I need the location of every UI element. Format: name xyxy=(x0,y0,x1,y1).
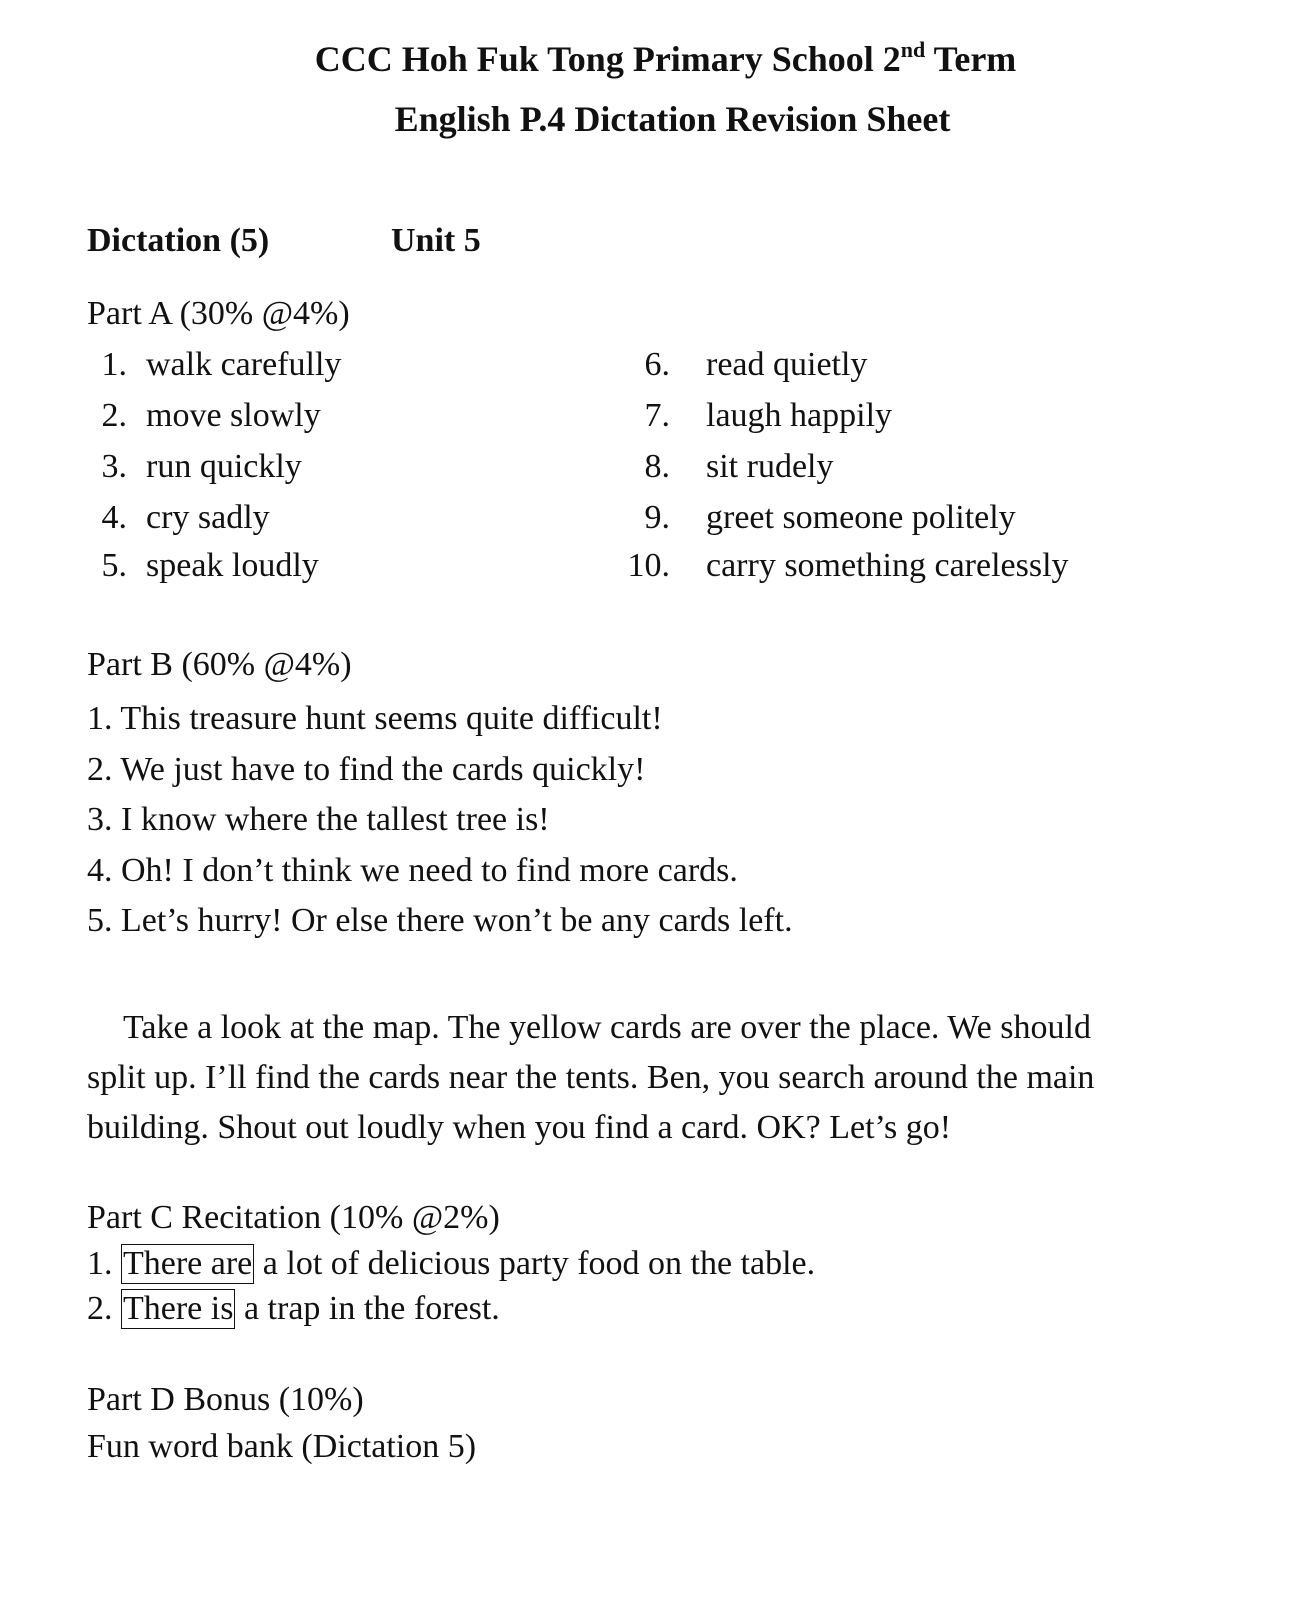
part-a-item-text: laugh happily xyxy=(706,397,893,434)
part-b-sentence: 1. This treasure hunt seems quite difficult! xyxy=(87,700,663,737)
part-c-item-rest: a lot of delicious party food on the table. xyxy=(254,1245,816,1282)
part-b-paragraph xyxy=(87,1003,1167,1153)
part-a-item-number: 6. xyxy=(644,346,670,383)
part-a-item-number: 2. xyxy=(101,397,127,434)
paragraph-line: split up. I’ll find the cards near the tents. Ben, you search around the main xyxy=(87,1059,1095,1096)
part-d-heading: Part D Bonus (10%) xyxy=(87,1381,364,1418)
school-title-main: CCC Hoh Fuk Tong Primary School 2 xyxy=(314,39,901,79)
part-a-item-text: run quickly xyxy=(146,448,302,485)
paragraph-line: building. Shout out loudly when you find a card. OK? Let’s go! xyxy=(87,1109,952,1146)
school-title-term: Term xyxy=(925,39,1017,79)
part-a-item-number: 10. xyxy=(627,547,670,584)
sheet-title: English P.4 Dictation Revision Sheet xyxy=(394,99,951,139)
paragraph-line: Take a look at the map. The yellow cards are over the place. We should xyxy=(123,1009,1091,1046)
part-a-item-text: cry sadly xyxy=(146,499,270,536)
part-a-item-number: 3. xyxy=(101,448,127,485)
part-b-sentence: 3. I know where the tallest tree is! xyxy=(87,801,550,838)
part-a-item-text: read quietly xyxy=(706,346,868,383)
part-a-item-number: 4. xyxy=(101,499,127,536)
part-a-item-text: greet someone politely xyxy=(706,499,1016,536)
dictation-label: Dictation (5) xyxy=(87,222,270,259)
boxed-phrase: There are xyxy=(123,1245,253,1282)
part-b-sentence: 5. Let’s hurry! Or else there won’t be any cards left. xyxy=(87,902,793,939)
part-c-item-number: 2. xyxy=(87,1290,113,1327)
part-c-heading: Part C Recitation (10% @2%) xyxy=(87,1199,500,1236)
part-b-sentence: 4. Oh! I don’t think we need to find more cards. xyxy=(87,852,738,889)
part-a-heading: Part A (30% @4%) xyxy=(87,295,350,332)
part-a-item-number: 5. xyxy=(101,547,127,584)
part-a-item-text: move slowly xyxy=(146,397,321,434)
part-a-item-text: carry something carelessly xyxy=(706,547,1069,584)
school-title-superscript: nd xyxy=(900,37,926,62)
school-title xyxy=(0,39,1289,79)
unit-label: Unit 5 xyxy=(391,222,481,259)
part-a-item-text: sit rudely xyxy=(706,448,834,485)
part-a-item-number: 8. xyxy=(644,448,670,485)
part-c-item xyxy=(87,1244,815,1284)
part-c-item xyxy=(87,1289,500,1329)
part-c-item-rest: a trap in the forest. xyxy=(235,1290,500,1327)
part-a-item-number: 9. xyxy=(644,499,670,536)
part-b-heading: Part B (60% @4%) xyxy=(87,646,352,683)
part-a-item-number: 1. xyxy=(101,346,127,383)
part-a-item-text: walk carefully xyxy=(146,346,342,383)
part-b-sentence: 2. We just have to find the cards quickly! xyxy=(87,751,646,788)
part-a-item-number: 7. xyxy=(644,397,670,434)
part-c-item-number: 1. xyxy=(87,1245,113,1282)
part-a-item-text: speak loudly xyxy=(146,547,319,584)
part-d-subheading: Fun word bank (Dictation 5) xyxy=(87,1428,477,1465)
boxed-phrase: There is xyxy=(123,1290,234,1327)
